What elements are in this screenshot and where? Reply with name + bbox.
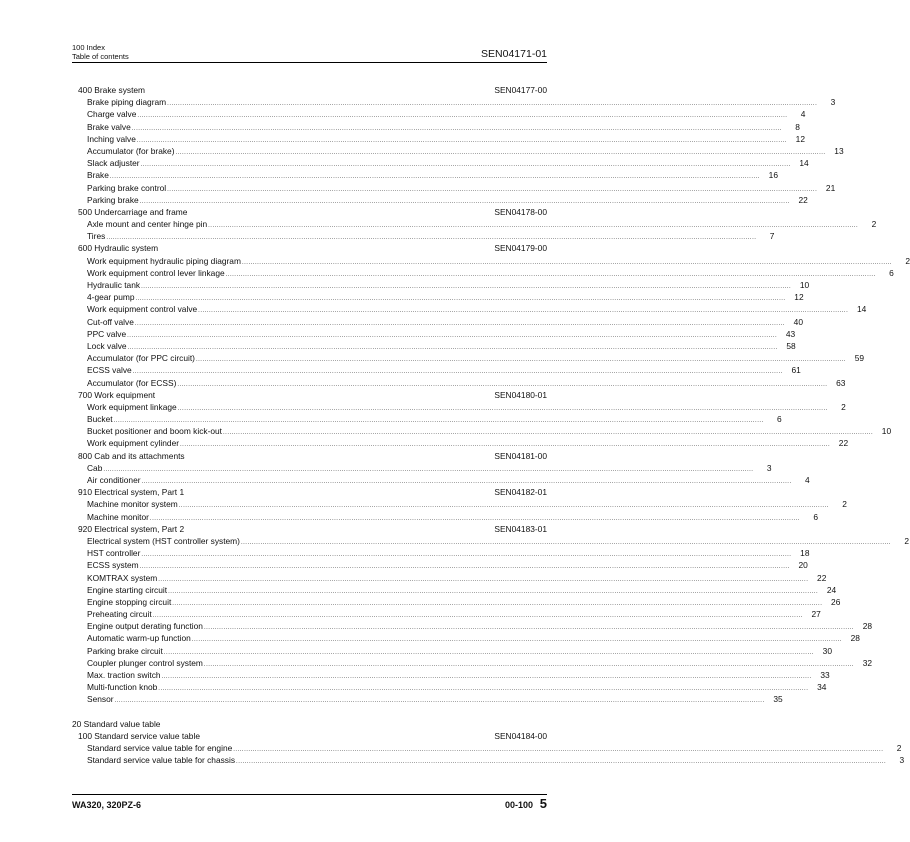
toc-entry-row[interactable] [78,401,846,413]
toc-entry-row[interactable] [78,108,806,120]
header-line-1: 100 Index [72,43,105,52]
toc-entry-title: Brake [87,170,109,181]
toc-entry-page: 10 [799,280,810,290]
toc-entry-row[interactable] [78,340,796,352]
toc-dot-leader: ............................................................................................................................................................................................................................................................................................................ [139,198,790,205]
toc-section-row[interactable] [78,389,547,401]
toc-dot-leader: ............................................................................................................................................................................................................................................................................................................ [168,588,819,595]
toc-dot-leader: ............................................................................................................................................................................................................................................................................................................ [127,332,778,339]
toc-dot-leader: ............................................................................................................................................................................................................................................................................................................ [127,344,778,351]
toc-entry-page: 22 [798,194,808,205]
toc-dot-leader: ............................................................................................................................................................................................................................................................................................................ [158,576,809,583]
toc-dot-leader: ............................................................................................................................................................................................................................................................................................................ [167,186,818,193]
footer-section: 00-100 [504,800,533,810]
toc-entry-row[interactable] [78,255,910,267]
toc-entry-row[interactable] [78,559,808,571]
toc-dot-leader: ............................................................................................................................................................................................................................................................................................................ [152,613,803,620]
toc-entry-row[interactable] [78,425,892,437]
toc-entry-row[interactable] [78,632,860,644]
toc-entry-page: 4 [804,475,810,485]
toc-entry-page: 26 [831,596,841,607]
toc-entry-page: 28 [862,621,873,632]
page-footer [72,794,547,812]
toc-entry-row[interactable] [78,218,877,230]
toc-entry-title: Bucket [87,414,113,425]
toc-entry-title: ECSS valve [87,365,132,376]
toc-dot-leader: ............................................................................................................................................................................................................................................................................................................ [103,466,754,473]
toc-section-title: 800 Cab and its attachments [78,450,185,461]
toc-section-title: 600 Hydraulic system [78,243,159,254]
toc-entry-row[interactable] [78,547,810,559]
toc-dot-leader: ............................................................................................................................................................................................................................................................................................................ [134,320,785,327]
toc-dot-leader: ............................................................................................................................................................................................................................................................................................................ [136,137,787,144]
toc-dot-leader: ............................................................................................................................................................................................................................................................................................................ [208,223,859,230]
toc-entry-row[interactable] [78,511,819,523]
toc-entry-page: 27 [811,609,821,620]
toc-entry-page: 2 [904,535,910,546]
toc-entry-row[interactable] [78,352,865,364]
toc-entry-row[interactable] [78,291,804,303]
toc-dot-leader: ............................................................................................................................................................................................................................................................................................................ [114,698,765,705]
toc-dot-leader: ............................................................................................................................................................................................................................................................................................................ [241,259,893,266]
toc-dot-leader: ............................................................................................................................................................................................................................................................................................................ [198,308,849,315]
toc-dot-leader: ............................................................................................................................................................................................................................................................................................................ [236,759,887,766]
toc-entry-page: 16 [768,170,778,181]
toc-chapter-title: 20 Standard value table [72,718,161,729]
toc-entry-title: Work equipment control lever linkage [87,267,225,278]
toc-dot-leader: ............................................................................................................................................................................................................................................................................................................ [163,649,814,656]
toc-entry-page: 3 [830,97,836,108]
toc-entry-row[interactable] [78,620,873,632]
footer-page-number: 5 [539,796,547,811]
toc-dot-leader: ............................................................................................................................................................................................................................................................................................................ [113,418,764,425]
toc-entry-title: Charge valve [87,109,137,120]
toc-entry-row[interactable] [78,157,809,169]
toc-entry-title: Max. traction switch [87,670,161,680]
toc-section-row[interactable] [78,450,547,462]
toc-dot-leader: ............................................................................................................................................................................................................................................................................................................ [140,162,791,169]
toc-section-row[interactable] [78,730,547,742]
toc-entry-title: Accumulator (for PPC circuit) [87,353,195,364]
toc-section-title: 910 Electrical system, Part 1 [78,487,185,498]
toc-entry-title: Engine stopping circuit [87,596,172,607]
toc-entry-row[interactable] [78,303,867,315]
toc-entry-title: Engine output derating function [87,621,203,632]
header-rule [72,62,547,63]
toc-section-code: SEN04180-01 [494,389,547,400]
toc-section-title: 500 Undercarriage and frame [78,206,188,217]
toc-entry-page: 61 [791,365,801,376]
toc-dot-leader: ............................................................................................................................................................................................................................................................................................................ [106,235,757,242]
toc-section-code: SEN04183-01 [494,523,547,534]
toc-dot-leader: ............................................................................................................................................................................................................................................................................................................ [180,442,831,449]
toc-entry-page: 58 [786,340,796,351]
toc-entry-row[interactable] [78,194,808,206]
toc-entry-page: 35 [773,694,783,705]
toc-entry-page: 12 [795,133,805,144]
toc-dot-leader: ............................................................................................................................................................................................................................................................................................................ [139,564,790,571]
toc-entry-row[interactable] [78,145,844,157]
toc-entry-title: Work equipment linkage [87,401,177,412]
toc-entry-page: 13 [834,145,844,156]
toc-entry-page: 4 [800,109,806,120]
toc-dot-leader: ............................................................................................................................................................................................................................................................................................................ [177,405,828,412]
toc-entry-row[interactable] [78,182,836,194]
toc-entry-row[interactable] [78,462,772,474]
toc-entry-page: 30 [822,645,832,656]
toc-dot-leader: ............................................................................................................................................................................................................................................................................................................ [137,113,788,120]
toc-entry-row[interactable] [78,681,827,693]
toc-entry-row[interactable] [78,96,836,108]
toc-dot-leader: ............................................................................................................................................................................................................................................................................................................ [109,174,760,181]
toc-entry-title: Axle mount and center hinge pin [87,219,208,230]
toc-entry-title: ECSS system [87,560,139,571]
toc-entry-page: 33 [820,670,830,680]
toc-dot-leader: ............................................................................................................................................................................................................................................................................................................ [195,357,847,364]
toc-entry-page: 2 [841,401,846,412]
toc-entry-page: 2 [842,499,847,510]
toc-dot-leader: ............................................................................................................................................................................................................................................................................................................ [203,625,855,632]
toc-entry-title: HST controller [87,548,141,559]
toc-entry-page: 22 [817,572,827,583]
toc-dot-leader: ............................................................................................................................................................................................................................................................................................................ [178,503,829,510]
toc-entry-title: Machine monitor [87,511,149,522]
toc-entry-row[interactable] [78,121,800,133]
toc-entry-page: 43 [785,328,796,339]
toc-entry-title: Work equipment control valve [87,304,198,315]
toc-entry-row[interactable] [78,364,801,376]
toc-entry-row[interactable] [78,657,873,669]
toc-section-title: 100 Standard service value table [78,730,200,741]
toc-dot-leader: ............................................................................................................................................................................................................................................................................................................ [141,284,792,290]
toc-entry-title: Brake piping diagram [87,97,167,108]
toc-entry-page: 8 [795,121,800,132]
toc-entry-title: Coupler plunger control system [87,657,203,668]
toc-dot-leader: ............................................................................................................................................................................................................................................................................................................ [172,600,823,607]
toc-entry-page: 20 [798,560,808,571]
toc-entry-title: Machine monitor system [87,499,178,510]
toc-entry-page: 21 [825,182,836,193]
toc-dot-leader: ............................................................................................................................................................................................................................................................................................................ [131,125,782,132]
toc-entry-row[interactable] [78,133,805,145]
toc-entry-row[interactable] [78,328,796,340]
toc-dot-leader: ............................................................................................................................................................................................................................................................................................................ [225,271,876,278]
toc-section-code: SEN04184-00 [494,730,547,741]
toc-entry-title: KOMTRAX system [87,572,158,583]
toc-entry-title: Hydraulic tank [87,280,141,290]
toc-section-code: SEN04181-00 [494,450,547,461]
toc-entry-title: Accumulator (for brake) [87,145,175,156]
toc-entry-page: 18 [800,548,810,559]
toc-entry-page: 2 [896,742,902,753]
toc-entry-page: 59 [854,353,865,364]
footer-rule [72,794,547,795]
toc-entry-page: 2 [905,255,910,266]
toc-entry-page: 12 [794,292,804,303]
toc-dot-leader: ............................................................................................................................................................................................................................................................................................................ [135,296,786,303]
header-line-2: Table of contents [72,52,129,61]
toc-entry-row[interactable] [78,437,849,449]
toc-dot-leader: ............................................................................................................................................................................................................................................................................................................ [141,479,792,485]
toc-entry-page: 32 [862,657,873,668]
toc-entry-title: 4-gear pump [87,292,135,303]
toc-dot-leader: ............................................................................................................................................................................................................................................................................................................ [240,539,892,546]
toc-entry-title: Tires [87,231,106,242]
toc-dot-leader: ............................................................................................................................................................................................................................................................................................................ [161,674,812,680]
toc-section-row[interactable] [78,242,547,254]
toc-entry-row[interactable] [78,596,841,608]
toc-entry-page: 24 [826,584,837,595]
toc-entry-page: 14 [799,158,809,169]
toc-entry-title: Air conditioner [87,475,141,485]
header-section-label [72,43,129,61]
toc-entry-row[interactable] [78,230,775,242]
toc-entry-page: 2 [871,219,877,230]
toc-entry-page: 3 [899,755,905,766]
footer-model: WA320, 320PZ-6 [72,800,142,810]
toc-section-row[interactable] [78,486,547,498]
toc-entry-page: 6 [813,511,819,522]
toc-section-code: SEN04182-01 [494,487,547,498]
toc-dot-leader: ............................................................................................................................................................................................................................................................................................................ [158,686,809,693]
toc-entry-title: Electrical system (HST controller system) [87,535,240,546]
toc-entry-title: Standard service value table for engine [87,742,233,753]
toc-entry-page: 14 [856,304,867,315]
toc-section-code: SEN04178-00 [494,206,547,217]
toc-dot-leader: ............................................................................................................................................................................................................................................................................................................ [149,515,801,522]
toc-entry-title: Cut-off valve [87,316,134,327]
toc-entry-page: 28 [850,633,860,644]
toc-entry-title: Cab [87,462,103,473]
toc-entry-page: 34 [817,682,827,693]
toc-entry-title: Parking brake control [87,182,167,193]
toc-dot-leader: ............................................................................................................................................................................................................................................................................................................ [191,637,842,644]
toc-section-title: 920 Electrical system, Part 2 [78,523,185,534]
toc-entry-title: Bucket positioner and boom kick-out [87,426,223,437]
toc-entry-row[interactable] [78,742,902,754]
toc-dot-leader: ............................................................................................................................................................................................................................................................................................................ [175,149,826,156]
toc-entry-title: Preheating circuit [87,609,152,620]
toc-entry-title: Lock valve [87,340,127,351]
toc-section-row[interactable] [78,206,547,218]
toc-entry-title: Multi-function knob [87,682,158,693]
toc-dot-leader: ............................................................................................................................................................................................................................................................................................................ [177,381,828,388]
toc-entry-row[interactable] [78,377,846,389]
toc-entry-row[interactable] [78,693,783,705]
toc-entry-title: Engine starting circuit [87,584,168,595]
toc-entry-row[interactable] [78,669,830,681]
toc-entry-row[interactable] [78,267,894,279]
toc-entry-row[interactable] [78,474,810,486]
toc-entry-row[interactable] [78,316,803,328]
header-doc-code: SEN04171-01 [481,48,547,60]
toc-entry-title: Automatic warm-up function [87,633,191,644]
toc-entry-page: 3 [766,462,772,473]
toc-entry-page: 63 [836,377,846,388]
toc-entry-title: Inching valve [87,133,136,144]
toc-entry-title: Slack adjuster [87,158,140,169]
toc-entry-page: 40 [793,316,803,327]
toc-entry-page: 10 [881,426,892,437]
toc-entry-title: Parking brake circuit [87,645,163,656]
toc-entry-page: 6 [777,414,782,425]
toc-entry-title: PPC valve [87,328,127,339]
toc-section-code: SEN04177-00 [494,85,547,95]
toc-entry-page: 7 [769,231,775,242]
toc-entry-row[interactable] [78,645,832,657]
toc-dot-leader: ............................................................................................................................................................................................................................................................................................................ [141,552,792,559]
toc-section-title: 700 Work equipment [78,389,156,400]
table-of-contents [72,84,910,766]
toc-dot-leader: ............................................................................................................................................................................................................................................................................................................ [132,369,783,376]
toc-entry-row[interactable] [78,754,905,766]
toc-entry-row[interactable] [78,279,810,291]
toc-entry-row[interactable] [78,169,778,181]
toc-section-code: SEN04179-00 [494,243,547,254]
toc-section-row[interactable] [78,523,547,535]
toc-entry-row[interactable] [78,608,821,620]
toc-dot-leader: ............................................................................................................................................................................................................................................................................................................ [203,661,855,668]
toc-entry-title: Work equipment cylinder [87,438,180,449]
toc-entry-title: Work equipment hydraulic piping diagram [87,255,241,266]
toc-entry-row[interactable] [78,498,847,510]
toc-entry-title: Sensor [87,694,114,705]
toc-dot-leader: ............................................................................................................................................................................................................................................................................................................ [223,430,874,437]
toc-entry-row[interactable] [78,584,837,596]
toc-entry-row[interactable] [78,413,782,425]
toc-dot-leader: ............................................................................................................................................................................................................................................................................................................ [233,746,884,753]
toc-section-row[interactable] [78,84,547,96]
toc-section-title: 400 Brake system [78,85,146,95]
toc-entry-row[interactable] [78,572,827,584]
toc-dot-leader: ............................................................................................................................................................................................................................................................................................................ [167,101,818,108]
toc-entry-title: Brake valve [87,121,131,132]
toc-entry-title: Standard service value table for chassis [87,755,236,766]
toc-entry-page: 22 [838,438,849,449]
toc-entry-title: Parking brake [87,194,139,205]
toc-entry-page: 6 [889,267,894,278]
page-header [72,43,547,63]
toc-entry-row[interactable] [78,535,910,547]
toc-entry-title: Accumulator (for ECSS) [87,377,177,388]
